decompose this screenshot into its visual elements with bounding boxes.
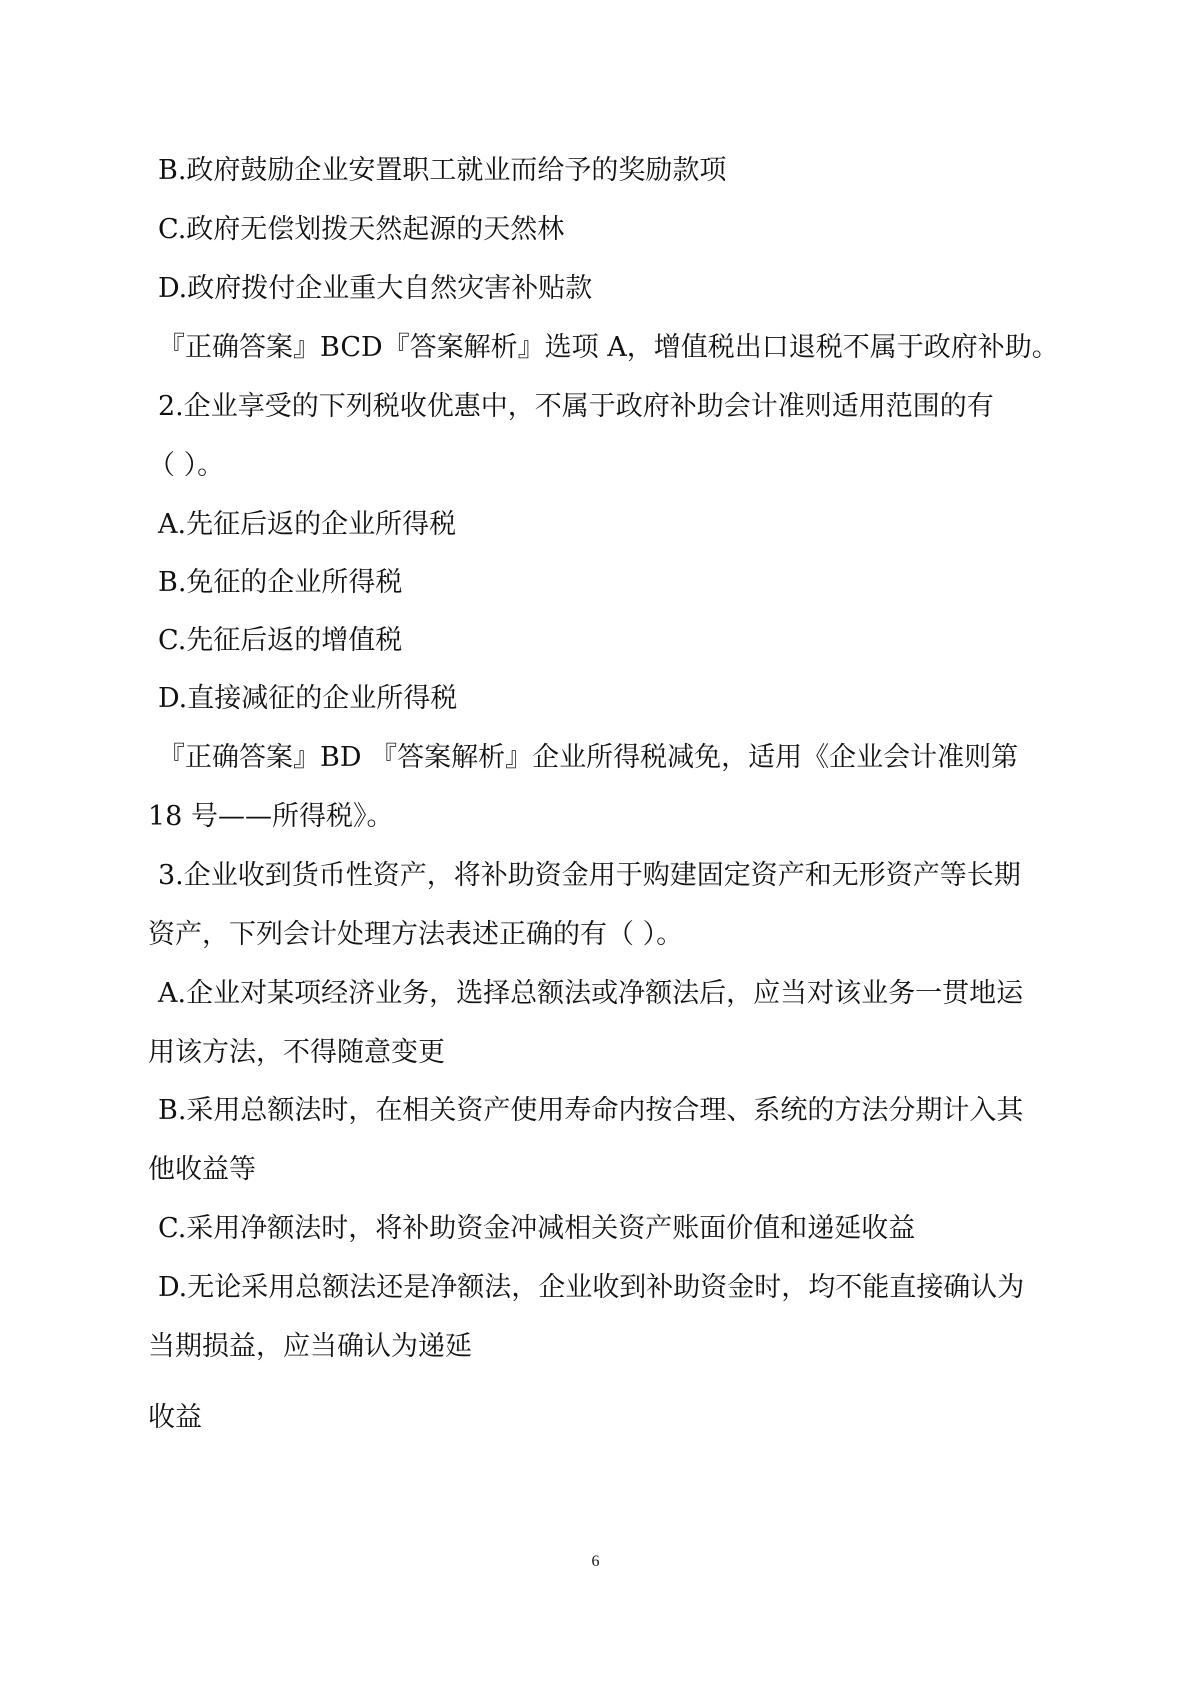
text-line: B.免征的企业所得税	[158, 567, 403, 598]
text-line: D.直接减征的企业所得税	[158, 683, 458, 714]
text-line: B.采用总额法时，在相关资产使用寿命内按合理、系统的方法分期计入其	[158, 1095, 1024, 1126]
text-line: 当期损益，应当确认为递延	[148, 1331, 472, 1362]
text-line: 资产，下列会计处理方法表述正确的有（ ）。	[148, 919, 684, 950]
page-number: 6	[591, 1553, 600, 1570]
text-line: 收益	[148, 1402, 202, 1433]
text-line: 他收益等	[148, 1154, 256, 1185]
text-line: A.先征后返的企业所得税	[158, 509, 457, 540]
text-line: D.政府拨付企业重大自然灾害补贴款	[158, 273, 593, 304]
text-line: C.采用净额法时，将补助资金冲减相关资产账面价值和递延收益	[158, 1213, 916, 1244]
text-line: 2.企业享受的下列税收优惠中，不属于政府补助会计准则适用范围的有	[158, 391, 994, 422]
text-line: 『正确答案』BCD『答案解析』选项 A，增值税出口退税不属于政府补助。	[158, 332, 1059, 363]
text-line: 『正确答案』BD 『答案解析』企业所得税减免，适用《企业会计准则第	[158, 742, 1019, 773]
text-line: C.政府无偿划拨天然起源的天然林	[158, 214, 565, 245]
text-line: A.企业对某项经济业务，选择总额法或净额法后，应当对该业务一贯地运	[158, 978, 1024, 1009]
text-line: D.无论采用总额法还是净额法，企业收到补助资金时，均不能直接确认为	[158, 1272, 1025, 1303]
text-line: B.政府鼓励企业安置职工就业而给予的奖励款项	[158, 155, 727, 186]
text-line: （ ）。	[148, 450, 225, 481]
text-line: 3.企业收到货币性资产，将补助资金用于购建固定资产和无形资产等长期	[158, 860, 1021, 891]
text-line: C.先征后返的增值税	[158, 625, 403, 656]
text-line: 18 号——所得税》。	[148, 801, 394, 832]
text-line: 用该方法，不得随意变更	[148, 1037, 445, 1068]
